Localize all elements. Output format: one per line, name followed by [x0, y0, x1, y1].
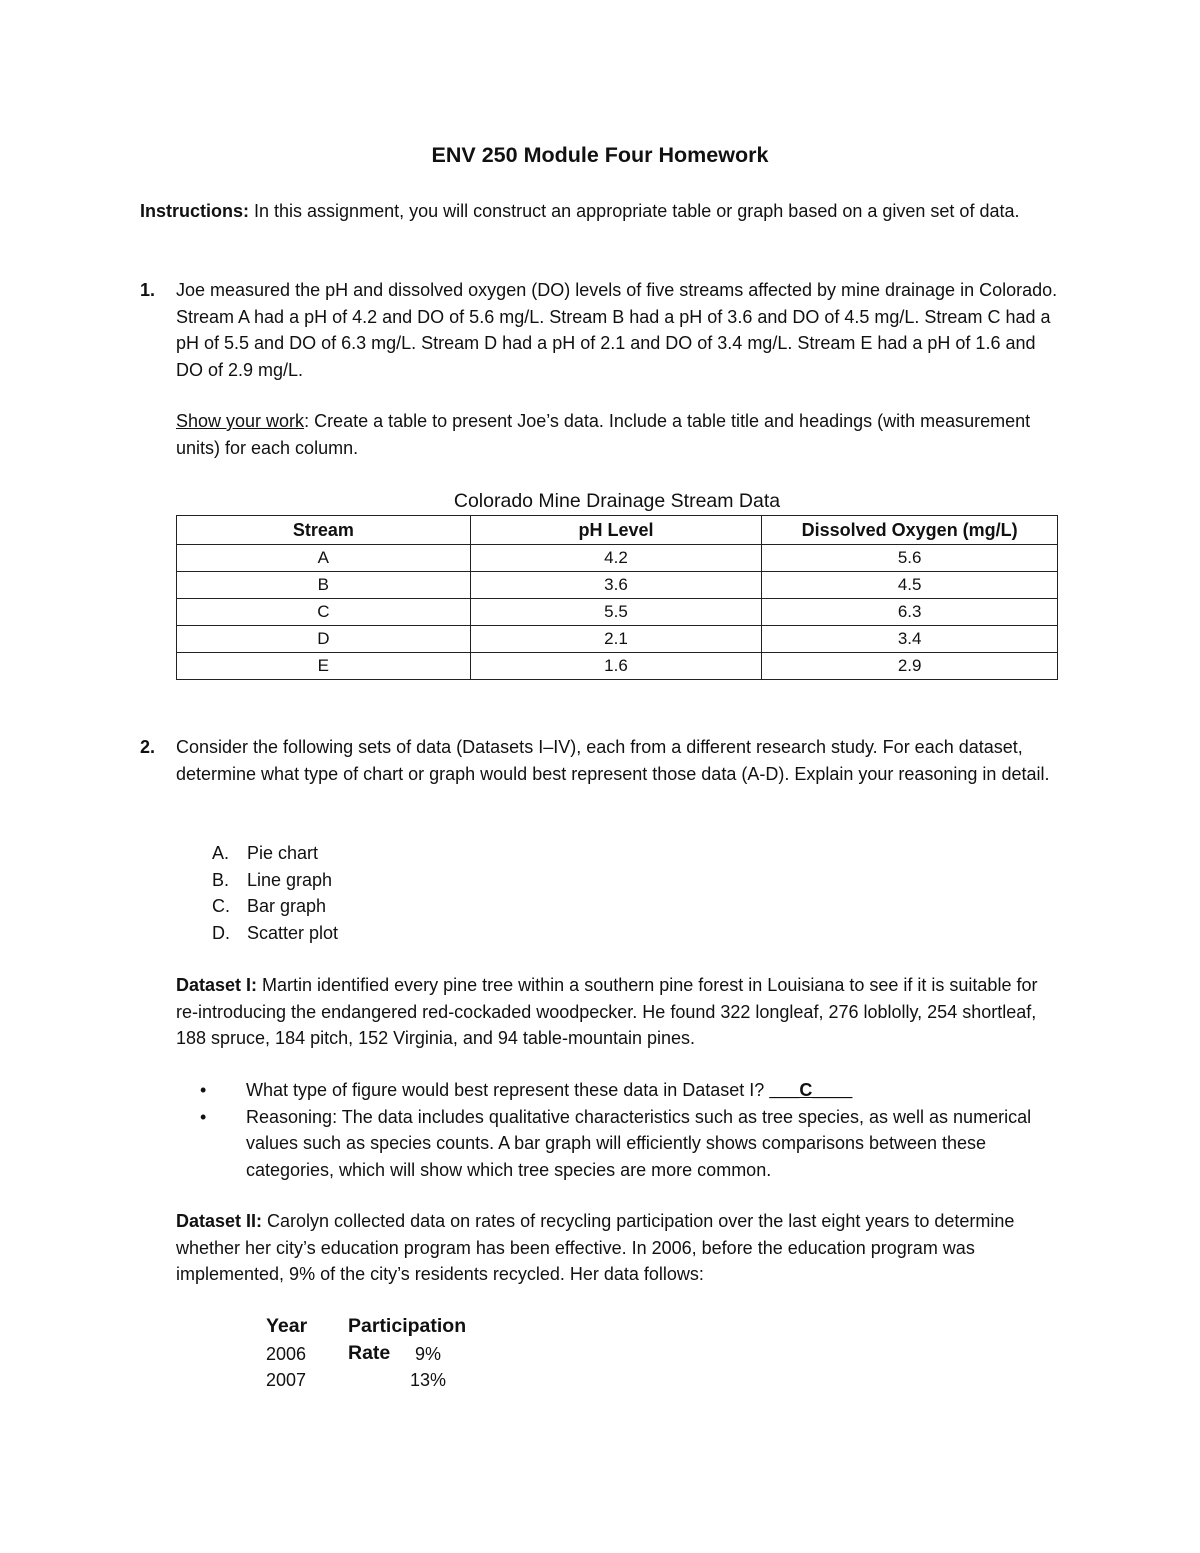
- list-item: [176, 840, 338, 867]
- question-1-text: Joe measured the pH and dissolved oxygen (DO) levels of five streams affected by mine drainage in Colorado. Stream A had a pH of 4.2 and DO of 5.6 mg/L. Stream B had a pH of 3.6 and DO of 4.5 mg/L. Stream C had a pH of 5.5 and DO of 6.3 mg/L. Stream D had a pH of 2.1 and DO of 3.4 mg/L. Stream E had a pH of 1.6 and DO of 2.9 mg/L.: [176, 280, 1058, 380]
- question-2-number: 2.: [140, 737, 156, 757]
- instructions-paragraph: [140, 198, 1060, 225]
- cell-ph: 2.1: [470, 626, 762, 653]
- page-title: ENV 250 Module Four Homework: [431, 143, 769, 167]
- dataset-2-text: Carolyn collected data on rates of recycling participation over the last eight years to determine whether her city’s education program has been effective. In 2006, before the education program was implemented, 9% of the city’s residents recycled. Her data follows:: [176, 1211, 1015, 1284]
- choice-letter: C.: [212, 896, 230, 916]
- header-stream: Stream: [177, 516, 471, 545]
- question-1-number: 1.: [140, 280, 156, 300]
- list-item: [176, 893, 338, 920]
- choice-label: Pie chart: [247, 843, 319, 863]
- header-year: Year: [266, 1315, 308, 1337]
- bullet-icon: •: [200, 1080, 207, 1100]
- cell-rate: 9%: [414, 1344, 441, 1364]
- cell-stream: B: [177, 572, 471, 599]
- table-row: [177, 599, 1058, 626]
- stream-data-table: [176, 515, 1058, 680]
- table-row: [177, 545, 1058, 572]
- show-work-label: Show your work: [176, 411, 305, 431]
- table-row: [177, 626, 1058, 653]
- cell-stream: E: [177, 653, 471, 680]
- choice-letter: B.: [212, 869, 230, 890]
- cell-do: 4.5: [762, 572, 1058, 599]
- cell-ph: 4.2: [470, 545, 762, 572]
- dataset-1-text: Martin identified every pine tree within a southern pine forest in Louisiana to see if it is suitable for re-introducing the endangered red-cockaded woodpecker. He found 322 longleaf, 276 loblolly, 254 shortleaf, 188 spruce, 184 pitch, 152 Virginia, and 94 table-mountain pines.: [176, 975, 1038, 1048]
- list-item: [176, 920, 338, 947]
- cell-ph: 3.6: [470, 572, 762, 599]
- table-header-row: [177, 516, 1058, 545]
- cell-ph: 5.5: [470, 599, 762, 626]
- list-item: [200, 1077, 1060, 1104]
- question-1-instructions: [176, 408, 1060, 461]
- cell-do: 2.9: [762, 653, 1058, 680]
- bullet-icon: •: [200, 1106, 207, 1127]
- table-title: Colorado Mine Drainage Stream Data: [453, 490, 781, 512]
- instructions-label: Instructions:: [140, 201, 250, 221]
- cell-do: 5.6: [762, 545, 1058, 572]
- list-item: [200, 1104, 1060, 1184]
- cell-do: 3.4: [762, 626, 1058, 653]
- cell-ph: 1.6: [470, 653, 762, 680]
- dataset-1-answers: [200, 1077, 1060, 1183]
- header-ph-level: pH Level: [470, 516, 762, 545]
- graph-type-choices: [176, 840, 338, 946]
- cell-stream: D: [177, 626, 471, 653]
- choice-letter: A.: [212, 843, 230, 863]
- dataset-1-answer: ___C____: [769, 1080, 853, 1100]
- table-row: [177, 653, 1058, 680]
- dataset-1-paragraph: [176, 972, 1060, 1052]
- question-2-text: Consider the following sets of data (Datasets I–IV), each from a different research study. For each dataset, determine what type of chart or graph would best represent those data (A-D). Explain your reasoning in detail.: [176, 737, 1050, 784]
- cell-year: 2007: [266, 1370, 307, 1390]
- cell-year: 2006: [266, 1344, 307, 1364]
- choice-letter: D.: [212, 922, 230, 943]
- list-item: [176, 867, 338, 894]
- reasoning-label: Reasoning:: [246, 1106, 338, 1127]
- dataset-2-label: Dataset II:: [176, 1211, 263, 1231]
- dataset-1-question: What type of figure would best represent these data in Dataset I?: [246, 1080, 770, 1100]
- instructions-text: In this assignment, you will construct an appropriate table or graph based on a given set of data.: [249, 201, 1020, 221]
- choice-label: Line graph: [247, 869, 333, 890]
- show-work-text: : Create a table to present Joe’s data. Include a table title and headings (with measurement units) for each column.: [176, 411, 1031, 458]
- header-participation-rate: Participation Rate: [348, 1315, 467, 1364]
- dataset-1-label: Dataset I:: [176, 975, 258, 995]
- cell-stream: C: [177, 599, 471, 626]
- choice-label: Scatter plot: [247, 922, 339, 943]
- cell-do: 6.3: [762, 599, 1058, 626]
- reasoning-text: The data includes qualitative characteristics such as tree species, as well as numerical values such as species counts. A bar graph will efficiently shows comparisons between these categories, which will show which tree species are more common.: [246, 1106, 1032, 1180]
- cell-rate: 13%: [409, 1370, 447, 1390]
- table-row: [177, 572, 1058, 599]
- dataset-2-paragraph: [176, 1208, 1060, 1288]
- cell-stream: A: [177, 545, 471, 572]
- choice-label: Bar graph: [247, 896, 327, 916]
- header-dissolved-oxygen: Dissolved Oxygen (mg/L): [762, 516, 1058, 545]
